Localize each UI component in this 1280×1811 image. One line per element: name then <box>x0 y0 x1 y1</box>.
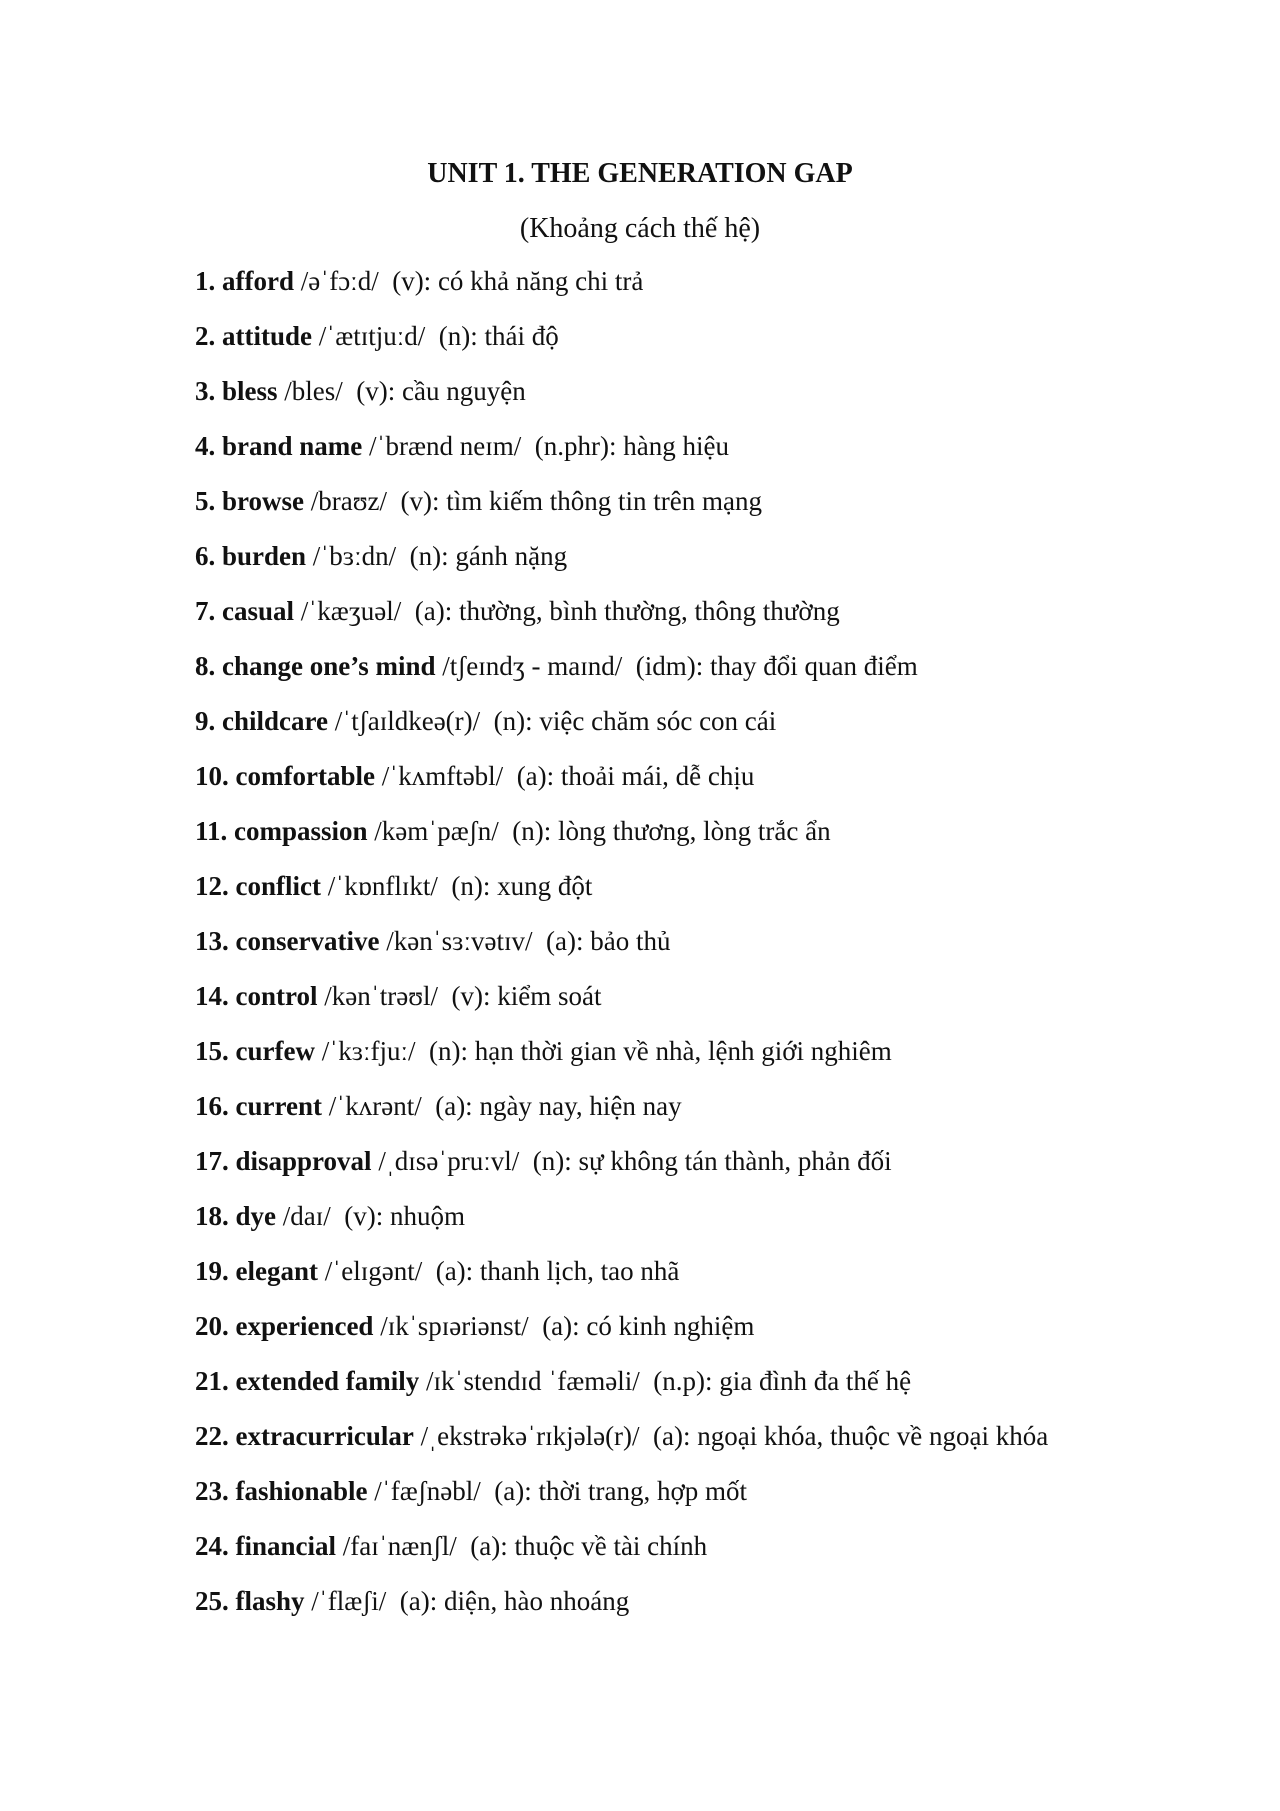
entry-ipa: /ˈkʌrənt/ <box>328 1091 422 1121</box>
page-subtitle: (Khoảng cách thế hệ) <box>519 213 761 244</box>
entry-meaning: thời trang, hợp mốt <box>538 1476 748 1506</box>
entry-meaning: nhuộm <box>389 1201 465 1231</box>
entry-pos: (a): <box>653 1421 691 1451</box>
entry-ipa: /ˈkɜːfjuː/ <box>321 1036 416 1066</box>
vocabulary-list <box>195 264 1095 1639</box>
entry-ipa: /ˈætɪtjuːd/ <box>318 321 426 351</box>
entry-pos: (n): <box>493 706 533 736</box>
entry-pos: (v): <box>392 266 432 296</box>
vocab-entry <box>195 1364 1095 1399</box>
entry-ipa: /ɪkˈstendɪd ˈfæməli/ <box>425 1366 640 1396</box>
vocab-entry <box>195 264 1095 299</box>
vocab-entry <box>195 1144 1095 1179</box>
entry-number: 8. <box>195 651 216 681</box>
entry-number: 20. <box>195 1311 229 1341</box>
entry-pos: (n): <box>438 321 478 351</box>
entry-number: 10. <box>195 761 229 791</box>
entry-word: current <box>235 1091 322 1121</box>
vocab-entry <box>195 539 1095 574</box>
entry-word: flashy <box>235 1586 305 1616</box>
entry-number: 5. <box>195 486 216 516</box>
entry-meaning: kiểm soát <box>497 981 602 1011</box>
vocab-entry <box>195 649 1095 684</box>
entry-word: financial <box>235 1531 337 1561</box>
vocab-entry <box>195 814 1095 849</box>
vocab-entry <box>195 1254 1095 1289</box>
entry-ipa: /ˈbɜːdn/ <box>312 541 397 571</box>
entry-number: 19. <box>195 1256 229 1286</box>
entry-pos: (n): <box>532 1146 572 1176</box>
entry-number: 24. <box>195 1531 229 1561</box>
entry-ipa: /daɪ/ <box>282 1201 331 1231</box>
entry-number: 21. <box>195 1366 229 1396</box>
entry-pos: (a): <box>399 1586 438 1616</box>
entry-pos: (v): <box>451 981 491 1011</box>
entry-number: 4. <box>195 431 216 461</box>
entry-pos: (n): <box>451 871 491 901</box>
entry-meaning: lòng thương, lòng trắc ẩn <box>558 816 831 846</box>
entry-meaning: thái độ <box>484 321 559 351</box>
entry-meaning: gia đình đa thế hệ <box>719 1366 912 1396</box>
vocab-entry <box>195 869 1095 904</box>
entry-meaning: bảo thủ <box>590 926 671 956</box>
entry-ipa: /ˈbrænd neɪm/ <box>369 431 522 461</box>
entry-number: 17. <box>195 1146 229 1176</box>
entry-word: burden <box>222 541 307 571</box>
entry-number: 7. <box>195 596 216 626</box>
entry-word: casual <box>222 596 295 626</box>
entry-pos: (idm): <box>635 651 704 681</box>
entry-word: fashionable <box>235 1476 368 1506</box>
entry-ipa: /kənˈsɜːvətɪv/ <box>386 926 533 956</box>
entry-number: 14. <box>195 981 229 1011</box>
entry-pos: (v): <box>400 486 440 516</box>
entry-pos: (n): <box>429 1036 469 1066</box>
entry-ipa: /braʊz/ <box>310 486 388 516</box>
entry-number: 3. <box>195 376 216 406</box>
vocab-entry <box>195 484 1095 519</box>
entry-number: 16. <box>195 1091 229 1121</box>
entry-word: conservative <box>235 926 380 956</box>
entry-word: extended family <box>235 1366 420 1396</box>
entry-number: 18. <box>195 1201 229 1231</box>
entry-pos: (n.p): <box>653 1366 713 1396</box>
entry-word: dye <box>235 1201 276 1231</box>
entry-meaning: thuộc về tài chính <box>514 1531 708 1561</box>
entry-pos: (v): <box>356 376 396 406</box>
entry-ipa: /ɪkˈspɪəriənst/ <box>380 1311 529 1341</box>
vocab-entry <box>195 1529 1095 1564</box>
entry-pos: (a): <box>414 596 453 626</box>
entry-number: 25. <box>195 1586 229 1616</box>
entry-meaning: sự không tán thành, phản đối <box>578 1146 892 1176</box>
entry-meaning: có kinh nghiệm <box>586 1311 755 1341</box>
entry-word: browse <box>222 486 305 516</box>
vocab-entry <box>195 979 1095 1014</box>
entry-ipa: /ˈflæʃi/ <box>311 1586 387 1616</box>
entry-meaning: thanh lịch, tao nhã <box>479 1256 680 1286</box>
entry-meaning: gánh nặng <box>455 541 568 571</box>
entry-word: curfew <box>235 1036 315 1066</box>
entry-meaning: ngày nay, hiện nay <box>479 1091 682 1121</box>
entry-pos: (n.phr): <box>534 431 617 461</box>
entry-word: conflict <box>235 871 321 901</box>
entry-ipa: /kəmˈpæʃn/ <box>374 816 499 846</box>
entry-meaning: tìm kiếm thông tin trên mạng <box>446 486 762 516</box>
entry-ipa: /faɪˈnænʃl/ <box>342 1531 457 1561</box>
vocab-entry <box>195 1034 1095 1069</box>
vocab-entry <box>195 759 1095 794</box>
vocab-entry <box>195 1309 1095 1344</box>
entry-pos: (v): <box>344 1201 384 1231</box>
entry-word: comfortable <box>235 761 375 791</box>
entry-number: 6. <box>195 541 216 571</box>
entry-ipa: /ˈkʌmftəbl/ <box>381 761 504 791</box>
entry-meaning: cầu nguyện <box>402 376 526 406</box>
entry-meaning: diện, hào nhoáng <box>444 1586 630 1616</box>
entry-word: brand name <box>222 431 363 461</box>
entry-number: 15. <box>195 1036 229 1066</box>
entry-pos: (n): <box>512 816 552 846</box>
entry-ipa: /ˈelɪgənt/ <box>324 1256 423 1286</box>
entry-word: attitude <box>222 321 312 351</box>
entry-meaning: hạn thời gian về nhà, lệnh giới nghiêm <box>474 1036 892 1066</box>
entry-ipa: /ˌdɪsəˈpruːvl/ <box>378 1146 520 1176</box>
vocab-entry <box>195 1419 1095 1454</box>
entry-word: afford <box>222 266 294 296</box>
entry-word: bless <box>222 376 278 406</box>
entry-pos: (a): <box>546 926 584 956</box>
vocab-entry <box>195 374 1095 409</box>
entry-number: 12. <box>195 871 229 901</box>
entry-meaning: có khả năng chi trả <box>437 266 644 296</box>
entry-number: 9. <box>195 706 216 736</box>
vocab-entry <box>195 594 1095 629</box>
entry-meaning: hàng hiệu <box>623 431 729 461</box>
vocab-entry <box>195 1584 1095 1619</box>
entry-ipa: /kənˈtrəʊl/ <box>324 981 439 1011</box>
entry-word: extracurricular <box>235 1421 414 1451</box>
entry-word: experienced <box>235 1311 374 1341</box>
entry-word: childcare <box>222 706 328 736</box>
entry-pos: (a): <box>435 1256 474 1286</box>
entry-ipa: /ˈkɒnflɪkt/ <box>327 871 438 901</box>
vocab-entry <box>195 429 1095 464</box>
entry-ipa: /əˈfɔːd/ <box>300 266 379 296</box>
entry-number: 11. <box>195 816 228 846</box>
entry-pos: (a): <box>494 1476 532 1506</box>
entry-meaning: ngoại khóa, thuộc về ngoại khóa <box>697 1421 1049 1451</box>
entry-meaning: xung đột <box>497 871 593 901</box>
entry-meaning: thay đổi quan điểm <box>709 651 918 681</box>
vocab-entry <box>195 704 1095 739</box>
entry-pos: (a): <box>542 1311 580 1341</box>
entry-number: 23. <box>195 1476 229 1506</box>
entry-ipa: /ˈkæʒuəl/ <box>300 596 402 626</box>
entry-meaning: thường, bình thường, thông thường <box>458 596 840 626</box>
entry-ipa: /ˈfæʃnəbl/ <box>374 1476 481 1506</box>
entry-ipa: /bles/ <box>284 376 343 406</box>
entry-word: compassion <box>234 816 368 846</box>
entry-word: change one’s mind <box>222 651 436 681</box>
entry-ipa: /ˌekstrəkəˈrɪkjələ(r)/ <box>420 1421 640 1451</box>
vocab-entry <box>195 1474 1095 1509</box>
entry-pos: (a): <box>516 761 555 791</box>
entry-word: disapproval <box>235 1146 372 1176</box>
entry-number: 13. <box>195 926 229 956</box>
entry-ipa: /tʃeɪndʒ - maɪnd/ <box>442 651 623 681</box>
entry-pos: (n): <box>409 541 449 571</box>
entry-pos: (a): <box>470 1531 508 1561</box>
entry-ipa: /ˈtʃaɪldkeə(r)/ <box>334 706 481 736</box>
entry-number: 2. <box>195 321 216 351</box>
entry-word: elegant <box>235 1256 318 1286</box>
vocab-entry <box>195 319 1095 354</box>
entry-number: 1. <box>195 266 216 296</box>
page-title: UNIT 1. THE GENERATION GAP <box>427 158 853 189</box>
entry-meaning: việc chăm sóc con cái <box>539 706 777 736</box>
entry-meaning: thoải mái, dễ chịu <box>560 761 755 791</box>
entry-word: control <box>235 981 318 1011</box>
entry-number: 22. <box>195 1421 229 1451</box>
vocab-entry <box>195 1089 1095 1124</box>
vocab-entry <box>195 924 1095 959</box>
entry-pos: (a): <box>435 1091 473 1121</box>
vocab-entry <box>195 1199 1095 1234</box>
